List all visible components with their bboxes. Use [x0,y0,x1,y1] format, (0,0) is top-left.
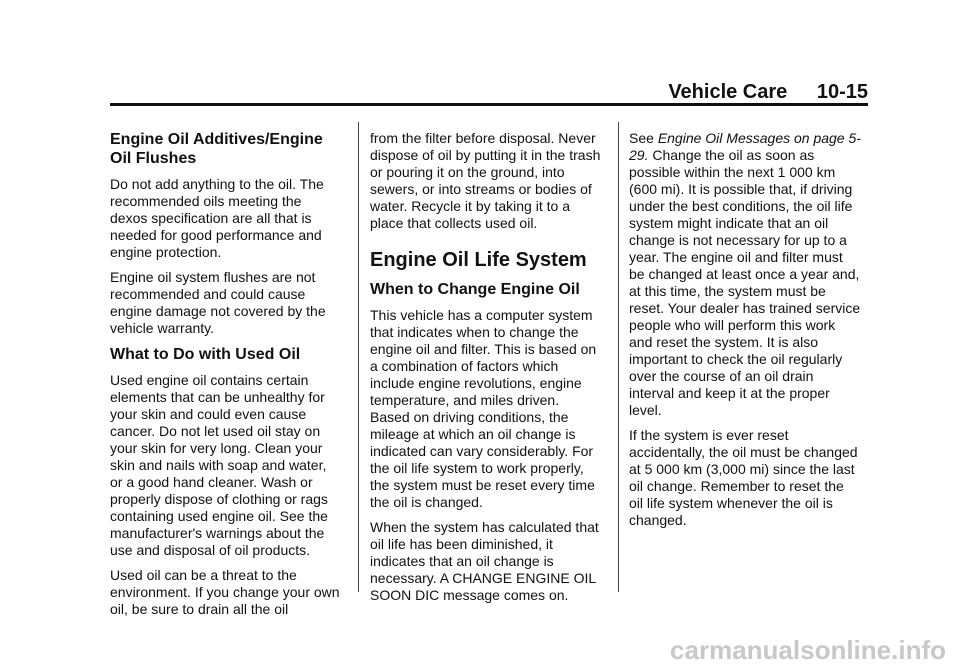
heading-oil-additives: Engine Oil Additives/Engine Oil Flushes [110,131,323,167]
text-see: See [629,130,654,146]
header-rule [110,103,868,106]
paragraph: Used oil can be a threat to the environment. If you change your own oil, be sure to drain all the oil [110,567,340,617]
heading-oil-life-system: Engine Oil Life System [370,249,587,271]
heading-used-oil: What to Do with Used Oil [110,346,301,363]
column-right [629,130,861,537]
paragraph: When the system has calculated that oil life has been diminished, it indicates that an oil change is necessary. A CHANGE ENGINE OIL SOON DIC message comes on. [370,519,599,603]
column-divider [358,122,359,592]
paragraph: from the filter before disposal. Never dispose of oil by putting it in the trash or pouring it on the ground, into sewers, or into streams or bodies of water. Recycle it by taking it to a place that collects used oil. [370,130,601,231]
paragraph [629,130,861,419]
column-left [110,130,342,626]
watermark: carmanualsonline.info [670,635,946,665]
section-title: Vehicle Care [668,81,788,103]
column-divider [618,122,619,592]
column-middle [370,130,602,612]
heading-when-to-change: When to Change Engine Oil [370,281,580,298]
page-number: 10-15 [816,81,868,103]
paragraph: Used engine oil contains certain elements that can be unhealthy for your skin and could even cause cancer. Do not let used oil stay on your skin for very long. Clean your skin and nails with soap and water, or a good hand cleaner. Wash or properly dispose of clothing or rags containing used engine oil. See the manufacturer's warnings about the use and disposal of oil products. [110,372,328,558]
page-header [668,81,868,104]
paragraph: Engine oil system flushes are not recommended and could cause engine damage not covered by the vehicle warranty. [110,269,326,336]
paragraph: Do not add anything to the oil. The recommended oils meeting the dexos specification are all that is needed for good performance and engine protection. [110,176,324,260]
text: Change the oil as soon as possible within the next 1 000 km (600 mi). It is possible that, if driving under the best conditions, the oil life system might indicate that an oil change is not necessary for up to a year. The engine oil and filter must be changed at least once a year and, at this time, the system must be reset. Your dealer has trained service people who will perform this work and reset the system. It is also important to check the oil regularly over the course of an oil drain interval and keep it at the proper level. [629,147,861,418]
paragraph: If the system is ever reset accidentally, the oil must be changed at 5 000 km (3,000 mi) since the last oil change. Remember to reset the oil life system whenever the oil is changed. [629,427,858,528]
paragraph: This vehicle has a computer system that indicates when to change the engine oil and filter. This is based on a combination of factors which include engine revolutions, engine temperature, and miles driven. Based on driving conditions, the mileage at which an oil change is indicated can vary considerably. For the oil life system to work properly, the system must be reset every time the oil is changed. [370,307,597,510]
cross-reference-link[interactable]: Engine Oil Messages on page 5-29. [629,130,861,163]
